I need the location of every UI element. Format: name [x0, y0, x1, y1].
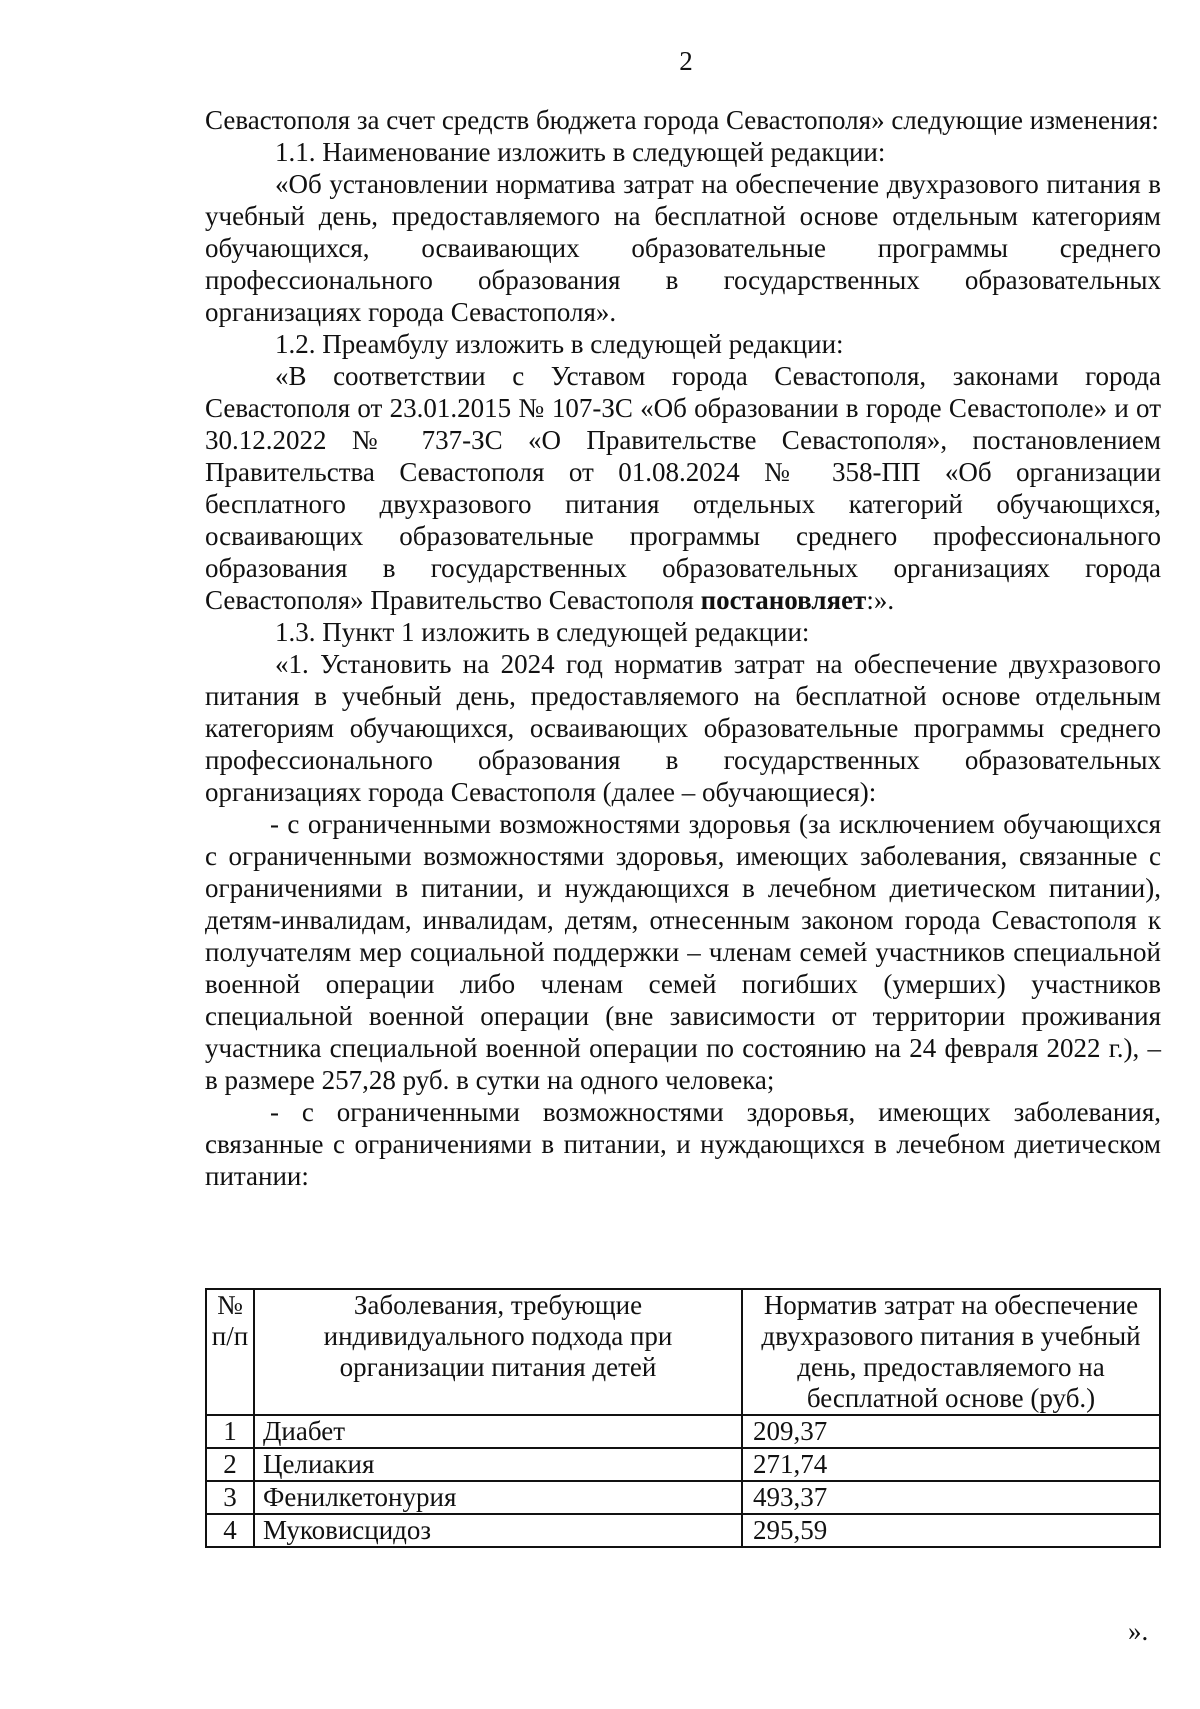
- paragraph-item-1: «1. Установить на 2024 год норматив затрат на обеспечение двухразового питания в учебный день, предоставляемого на бесплатной основе отдельным категориям обучающихся, осваивающих образовательные программы среднего профессионального образования в государственных образовательных организациях города Севастополя (далее – обучающиеся):: [205, 649, 1161, 807]
- header-disease: Заболевания, требующие индивидуального подхода при организации питания детей: [254, 1289, 742, 1415]
- row-disease: Целиакия: [254, 1448, 742, 1481]
- table-row: [206, 1415, 1160, 1448]
- table-row: [206, 1481, 1160, 1514]
- row-num: 4: [206, 1514, 254, 1547]
- row-disease: Диабет: [254, 1415, 742, 1448]
- header-norm: Норматив затрат на обеспечение двухразового питания в учебный день, предоставляемого на бесплатной основе (руб.): [742, 1289, 1160, 1415]
- document-body: [205, 104, 1161, 1192]
- row-disease: Муковисцидоз: [254, 1514, 742, 1547]
- table-header-row: [206, 1289, 1160, 1415]
- table-row: [206, 1448, 1160, 1481]
- paragraph-intro: Севастополя за счет средств бюджета города Севастополя» следующие изменения:: [205, 105, 1159, 135]
- row-norm: 295,59: [742, 1514, 1160, 1547]
- row-num: 1: [206, 1415, 254, 1448]
- preamble-bold-word: постановляет: [700, 585, 867, 615]
- preamble-end: :».: [866, 585, 895, 615]
- paragraph-1-1: 1.1. Наименование изложить в следующей редакции:: [275, 137, 886, 167]
- preamble-text: «В соответствии с Уставом города Севастополя, законами города Севастополя от 23.01.2015 № 107-ЗС «Об образовании в городе Севастополе» и от 30.12.2022 № 737-ЗС «О Правительстве Севастополя», постановлением Правительства Севастополя от 01.08.2024 № 358-ПП «Об организации бесплатного двухразового питания отдельных категорий обучающихся, осваивающих образовательные программы среднего профессионального образования в государственных образовательных организациях города Севастополя» Правительство Севастополя: [205, 361, 1161, 615]
- paragraph-bullet-2: - с ограниченными возможностями здоровья, имеющих заболевания, связанные с ограничениями в питании, и нуждающихся в лечебном диетическом питании:: [205, 1097, 1161, 1191]
- row-num: 3: [206, 1481, 254, 1514]
- row-norm: 209,37: [742, 1415, 1160, 1448]
- row-norm: 271,74: [742, 1448, 1160, 1481]
- closing-quote: ».: [1128, 1616, 1149, 1646]
- header-num: № п/п: [206, 1289, 254, 1415]
- paragraph-preamble: [205, 360, 1161, 616]
- row-norm: 493,37: [742, 1481, 1160, 1514]
- paragraph-bullet-1: - с ограниченными возможностями здоровья (за исключением обучающихся с ограниченными возможностями здоровья, имеющих заболевания, связанные с ограничениями в питании, и нуждающихся в лечебном диетическом питании), детям-инвалидам, инвалидам, детям, отнесенным законом города Севастополя к получателям мер социальной поддержки – членам семей участников специальной военной операции либо членам семей погибших (умерших) участников специальной военной операции (вне зависимости от территории проживания участника специальной военной операции по состоянию на 24 февраля 2022 г.), – в размере 257,28 руб. в сутки на одного человека;: [205, 809, 1161, 1095]
- row-disease: Фенилкетонурия: [254, 1481, 742, 1514]
- paragraph-new-title: «Об установлении норматива затрат на обеспечение двухразового питания в учебный день, предоставляемого на бесплатной основе отдельным категориям обучающихся, осваивающих образовательные программы среднего профессионального образования в государственных образовательных организациях города Севастополя».: [205, 169, 1161, 327]
- table-row: [206, 1514, 1160, 1547]
- page-number: 2: [679, 46, 693, 76]
- norms-table: [205, 1288, 1161, 1548]
- paragraph-1-3: 1.3. Пункт 1 изложить в следующей редакции:: [275, 617, 810, 647]
- paragraph-1-2: 1.2. Преамбулу изложить в следующей редакции:: [275, 329, 844, 359]
- row-num: 2: [206, 1448, 254, 1481]
